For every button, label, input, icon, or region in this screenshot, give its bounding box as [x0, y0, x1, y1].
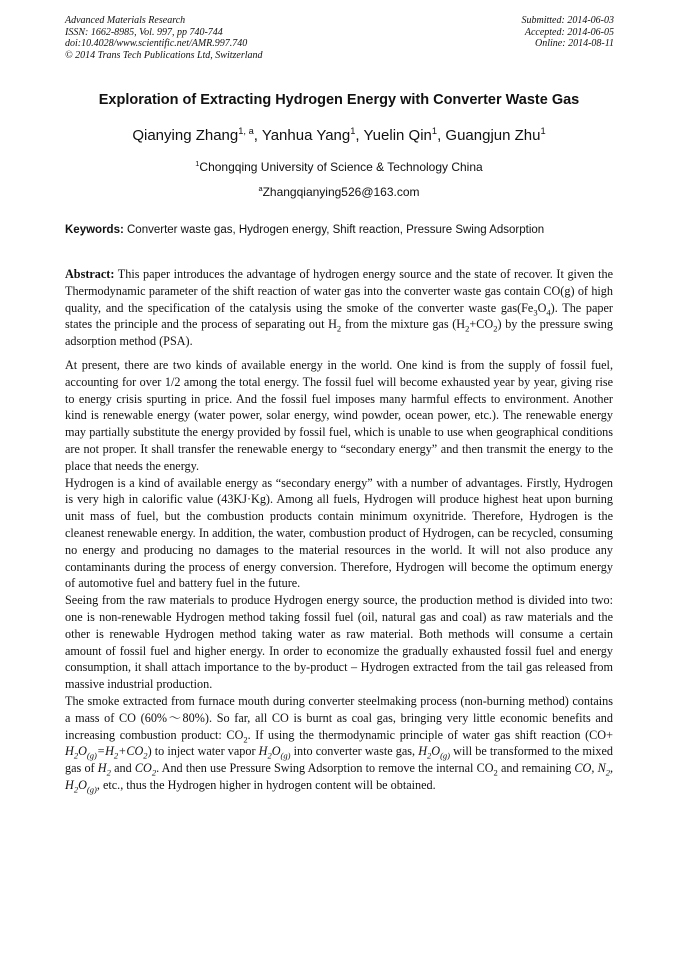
affiliation-mark: 1	[195, 159, 200, 168]
author-name: Yanhua Yang	[261, 127, 351, 144]
formula-text: +CO	[118, 744, 144, 759]
subscript: 2	[605, 767, 610, 778]
abstract-text: ). The paper states the principle and the process of separating out H	[65, 300, 613, 332]
submitted-date: Submitted: 2014-06-03	[521, 15, 614, 26]
formula-text: H	[65, 744, 74, 759]
subscript: (g)	[86, 784, 97, 795]
subscript: (g)	[280, 750, 291, 761]
abstract-text: This paper introduces the advantage of hydrogen energy source and the state of recover. It given the Thermodynamic parameter of the shift reaction of water gas into the converter waste gas contain CO(g) of high quality, and the specification of the catalysis using the smoke of the converter waste gas(Fe	[65, 267, 613, 315]
formula-text: O	[271, 744, 281, 759]
abstract-text: +CO	[469, 317, 494, 332]
subscript: 2	[493, 767, 498, 778]
author-name: Qianying Zhang	[132, 127, 239, 144]
affiliation-text: Chongqing University of Science & Technology China	[199, 160, 483, 174]
publication-dates	[522, 15, 615, 50]
paragraph-text: will be transformed to the mixed gas of	[65, 744, 614, 776]
subscript: 2	[493, 323, 498, 334]
formula-text: CO, N	[574, 761, 606, 776]
formula-text: O	[78, 744, 87, 759]
subscript: 4	[546, 307, 551, 318]
formula-text: H	[418, 744, 427, 759]
paper-body	[65, 266, 613, 794]
subscript: 2	[151, 767, 157, 778]
email-text: Zhangqianying526@163.com	[262, 185, 420, 199]
formula-text: O	[78, 777, 87, 792]
online-date: Online: 2014-08-11	[535, 38, 614, 49]
author-list: Qianying Zhang$^{1, a}$, Yanhua Yang$^1$, Yuelin Qin$^1$, Guangjun Zhu$^1$	[132, 126, 546, 144]
affiliation	[0, 160, 678, 174]
subscript: (g)	[86, 750, 97, 761]
abstract-text: ) by the pressure swing adsorption method (PSA).	[65, 317, 613, 349]
author-affiliation-mark: 1	[350, 126, 356, 136]
author-name: Yuelin Qin	[363, 127, 432, 144]
formula-text: H	[258, 744, 268, 759]
body-paragraph: At present, there are two kinds of available energy in the world. One kind is from the supply of fossil fuel, accounting for over 1/2 among the total energy. The fossil fuel will become exhausted year by year, giving rise to energy crisis spurting in price. And the fossil fuel imposes many harmful effects to environment. Another kind is renewable energy (water power, solar energy, wind powder, ocean power, etc.). The renewable energy may partially substitute the energy provided by fossil fuel, which is unable to use when geographical conditions are not proper. It shall transfer the renewable energy to “secondary energy” and then transmit the energy to the place that needs the energy.	[65, 357, 613, 473]
keywords	[65, 224, 625, 236]
paragraph-text: . If using the thermodynamic principle of water gas shift reaction (CO+	[247, 727, 613, 742]
journal-name: Advanced Materials Research	[65, 15, 186, 26]
subscript: 2	[243, 733, 248, 744]
body-paragraph: Hydrogen is a kind of available energy as “secondary energy” with a number of advantages. Firstly, Hydrogen is very high in calorific value (43KJ·Kg). Among all fuels, Hydrogen will produce highest heat upon burning unit mass of fuel, but the combustion products contain minimum oxynitride. Therefore, Hydrogen is the cleanest renewable energy. In addition, the water, combustion product of Hydrogen, can be recycled, consuming no energy and producing no damages to the material resources in the world. It will not also produce any contaminants during the process of energy conversion. Therefore, Hydrogen will become the optimum energy of automotive fuel and battery fuel in the future.	[65, 475, 613, 591]
subscript: 2	[336, 323, 342, 334]
subscript: 2	[427, 750, 432, 761]
subscript: 2	[73, 784, 79, 795]
formula-text: CO	[134, 761, 152, 776]
subscript: 2	[113, 750, 119, 761]
journal-info	[65, 15, 263, 61]
subscript: 2	[465, 323, 470, 334]
formula-text: O	[431, 744, 441, 759]
author-affiliation-mark: 1, a	[238, 126, 254, 136]
author-affiliation-mark: 1	[540, 126, 546, 136]
paragraph-text: into converter waste gas,	[290, 744, 419, 759]
abstract	[65, 266, 613, 350]
author-name: Guangjun Zhu	[445, 127, 541, 144]
subscript: 2	[267, 750, 272, 761]
abstract-text: from the mixture gas (H	[341, 317, 466, 332]
abstract-label: Abstract:	[65, 267, 115, 281]
keywords-text: Converter waste gas, Hydrogen energy, Shift reaction, Pressure Swing Adsorption	[127, 224, 545, 236]
author-email	[0, 185, 678, 199]
subscript: 2	[73, 750, 79, 761]
journal-doi: doi:10.4028/www.scientific.net/AMR.997.740	[65, 38, 248, 49]
body-paragraph	[65, 693, 613, 794]
formula-text: H	[97, 761, 107, 776]
subscript: 2	[106, 767, 111, 778]
paragraph-text: , etc., thus the Hydrogen higher in hydrogen content will be obtained.	[96, 777, 436, 792]
journal-copyright: © 2014 Trans Tech Publications Ltd, Switzerland	[65, 49, 263, 61]
keywords-label: Keywords:	[65, 224, 124, 236]
abstract-text: O	[537, 300, 547, 315]
paragraph-text: and remaining	[497, 761, 575, 776]
subscript: 3	[533, 307, 538, 318]
accepted-date: Accepted: 2014-06-05	[524, 26, 614, 38]
subscript: 2	[143, 750, 148, 761]
paragraph-text: and	[110, 761, 135, 776]
journal-issn: ISSN: 1662-8985, Vol. 997, pp 740-744	[65, 26, 223, 38]
email-mark: a	[258, 184, 263, 193]
body-paragraph: Seeing from the raw materials to produce Hydrogen energy source, the production method is divided into two: one is non-renewable Hydrogen method taking fossil fuel (oil, natural gas and coal) as raw materials and the other is renewable Hydrogen method taking water as raw material. Both methods will consume a certain amount of fossil fuel and higher energy. In order to economize the gradually exhausted fossil fuel and energy consumption, it shall attach importance to the by-product – Hydrogen extracted from the tail gas released from massive industrial production.	[65, 593, 613, 692]
formula-text: =H	[96, 744, 114, 759]
author-affiliation-mark: 1	[431, 126, 438, 136]
formula-text: , H	[65, 761, 614, 792]
paragraph-text: ) to inject water vapor	[147, 744, 259, 759]
subscript: (g)	[440, 750, 451, 761]
paper-title: Exploration of Extracting Hydrogen Energy with Converter Waste Gas	[98, 92, 580, 108]
paragraph-text: The smoke extracted from furnace mouth during converter steelmaking process (non-burning method) contains a mass of CO (60%～80%). So far, all CO is burnt as coal gas, bringing very little economic benefits and increasing combustion product: CO	[65, 693, 613, 742]
paragraph-text: . And then use Pressure Swing Adsorption to remove the internal CO	[156, 761, 494, 776]
